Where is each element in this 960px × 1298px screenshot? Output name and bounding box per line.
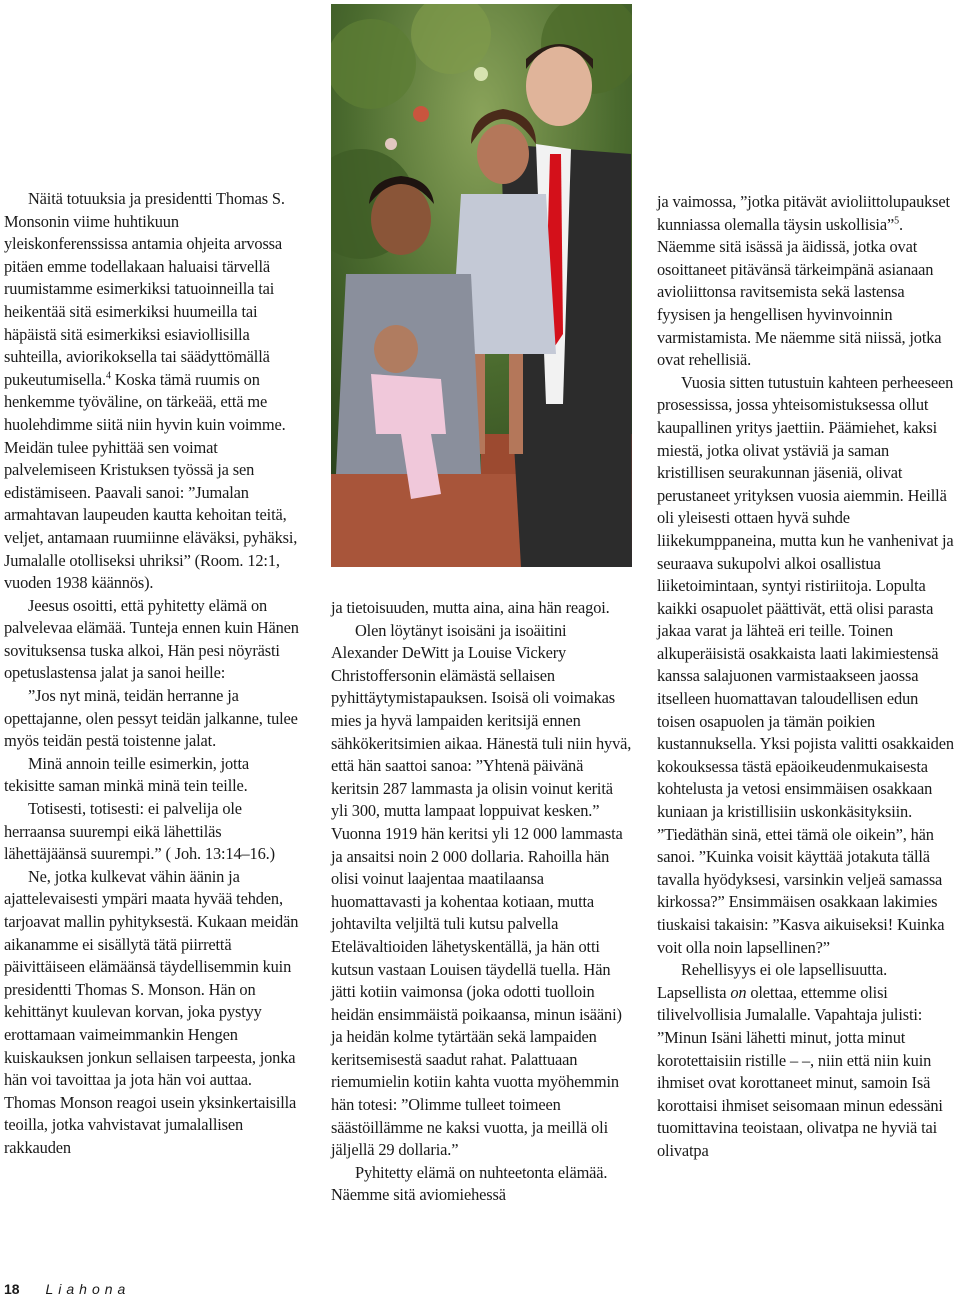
page-number: 18 bbox=[4, 1281, 20, 1297]
text-column-right bbox=[657, 191, 957, 1163]
paragraph-text: olettaa, ettemme olisi tilivelvollisia Jumalalle. Vapahtaja julisti: ”Minun Isäni lähetti minut, jotta minut korotettaisiin ristille – –, niin että niin kuin ihmiset ovat korottaneet minut, samoin Isä korottaisi ihmiset seisomaan minun edessäni tuomittavina teoistaan, olivatpa ne hyviä tai olivatpa bbox=[657, 982, 943, 1160]
magazine-name: Liahona bbox=[45, 1281, 131, 1297]
paragraph: Vuosia sitten tutustuin kahteen perheeseen prosessissa, jossa yhteisomistuksessa ollut kaupallinen yritys jaettiin. Päämiehet, kaksi miestä, jotka olivat ystäviä ja saman kristillisen seurakunnan jäseniä, olivat perustaneet yrityksen vuosia aiemmin. Heillä oli yleisesti ottaen hyvä suhde liikekumppaneina, mutta kun he vanhenivat ja seuraava sukupolvi alkoi osallistua liiketoimintaan, syntyi ristiriitoja. Lopulta kaikki osapuolet päättivät, että olisi parasta jakaa varat ja lähteä eri teille. Toinen alkuperäisistä osakkaista laati lakimiestensä kanssa salajuonen varmistaakseen jaossa itselleen huomattavan taloudellisen edun toisen osapuolen ja tämän poikien kustannuksella. Yksi pojista valitti osakkaiden kokouksessa tästä epäoikeudenmukaisesta kohtelusta ja vetosi ensimmäisen osakkaan kuniaan ja kristillisiin uskonkäsityksiin. ”Tiedäthän sinä, ettei tämä ole oikein”, hän sanoi. ”Kuinka voisit käyttää jotakuta tällä tavalla hyödyksesi, varsinkin veljeä samassa kirkossa?” Ensimmäisen osakkaan lakimies tiuskaisi takaisin: ”Kasva aikuiseksi! Kuinka voit olla noin lapsellinen?” bbox=[657, 372, 954, 957]
scripture-quote: Minä annoin teille esimerkin, jotta tekisitte saman minkä minä tein teille. bbox=[4, 753, 249, 796]
paragraph: ja tietoisuuden, mutta aina, aina hän reagoi. bbox=[331, 598, 610, 617]
paragraph: Olen löytänyt isoisäni ja isoäitini Alexander DeWitt ja Louise Vickery Christoffersonin elämästä sellaisen pyhittäytymistapauksen. Isoisä oli voimakas mies ja hyvä lampaiden keritsijä ennen sähkökeritsimien aikaa. Hänestä tuli niin hyvä, että hän saattoi sanoa: ”Yhtenä päivänä keritsin 287 lammasta ja olisin voinut keritä yli 300, mutta lampaat loppuivat kesken.” Vuonna 1919 hän keritsi yli 12 000 lammasta ja ansaitsi noin 2 000 dollaria. Rahoilla hän olisi voinut laajentaa maatilaansa huomattavasti ja kohentaa kotiaan, mutta johtavilta veljiltä tuli kutsu palvella Etelävaltioiden lähetyskentällä, ja hän otti kutsun vastaan Louisen täydellä tuella. Hän jätti kotiin vaimonsa (joka odotti tuolloin heidän ensimmäistä poikaansa, minun isääni) ja heidän kolme tytärtään sekä lampaiden keritsemisestä saadut rahat. Palattuaan riemumielin kotiin kahta vuotta myöhemmin hän totesi: ”Olimme tulleet toimeen säästöillämme ne kaksi vuotta, ja meillä oli jäljellä 29 dollaria.” bbox=[331, 620, 632, 1160]
paragraph: Ne, jotka kulkevat vähin äänin ja ajattelevaisesti ympäri maata hyvää tehden, tarjoavat mallin pyhityksestä. Kukaan meidän aikanamme ei sisällytä tätä piirrettä päivittäiseen elämäänsä täydellisemmin kuin presidentti Thomas S. Monson. Hän on kehittänyt kuulevan korvan, joka pystyy erottamaan vaimeimmankin Hengen kuiskauksen jonkun sellaisen tarpeesta, jonka hän voi tavoittaa ja jota hän voi auttaa. Thomas Monson reagoi usein yksinkertaisilla teoilla, jotka vahvistavat jumalallisen rakkauden bbox=[4, 866, 299, 1157]
paragraph-text: Näitä totuuksia ja presidentti Thomas S. Monsonin viime huhtikuun yleiskonferenssissa antamia ohjeita arvossa pitäen emme todellakaan haluaisi tärvellä ruumistamme esimerkiksi tatuoinneilla tai heikentää sitä esimerkiksi huumeilla tai häpäistä sitä esimerkiksi esiaviollisilla suhteilla, aviorikoksella tai säädyttömällä pukeutumisella. bbox=[4, 189, 285, 389]
paragraph: Pyhitetty elämä on nuhteetonta elämää. Näemme sitä aviomiehessä bbox=[331, 1162, 608, 1205]
paragraph-text: Koska tämä ruumis on henkemme työväline, on tärkeää, että me huolehdimme siitä niin hyvin kuin voimme. Meidän tulee pyhittää sen voimat palvelemiseen Kristuksen työssä ja sen edistämiseen. Paavali sanoi: ”Jumalan armahtavan laupeuden kautta kehoitan teitä, veljet, antamaan ruumiinne eläväksi, pyhäksi, Jumalalle otolliseksi uhriksi” (Room. 12:1, vuoden 1938 käännös). bbox=[4, 369, 298, 593]
scripture-quote: ”Jos nyt minä, teidän herranne ja opettajanne, olen pessyt teidän jalkanne, tulee myös teidän pestä toistenne jalat. bbox=[4, 686, 298, 751]
text-column-middle bbox=[331, 597, 633, 1207]
paragraph bbox=[657, 191, 957, 372]
paragraph: Jeesus osoitti, että pyhitetty elämä on palvelevaa elämää. Tunteja ennen kuin Hänen sovituksensa tuska alkoi, Hän pesi nöyrästi opetuslastensa jalat ja sanoi heille: bbox=[4, 595, 299, 683]
paragraph-text: . Näemme sitä isässä ja äidissä, jotka ovat osoittaneet pitävänsä tärkeimpänä asianaan avioliittonsa ravitsemista sekä lastensa fyysisen ja hengellisen hyvinvoinnin varmistamista. Me näemme sitä niissä, jotka ovat rehellisiä. bbox=[657, 214, 942, 370]
family-photo bbox=[331, 4, 632, 567]
scripture-quote: Totisesti, totisesti: ei palvelija ole herraansa suurempi eikä lähettiläs lähettäjäänsä suurempi.” ( Joh. 13:14–16.) bbox=[4, 799, 275, 864]
paragraph bbox=[657, 959, 957, 1162]
paragraph-text: Rehellisyys ei ole lapsellisuutta. Lapsellista bbox=[657, 960, 888, 1002]
paragraph bbox=[4, 188, 300, 595]
family-portrait-icon bbox=[331, 4, 632, 567]
emphasis-text: on bbox=[730, 982, 747, 1002]
footnote-ref[interactable]: 5 bbox=[894, 215, 899, 227]
page-footer bbox=[4, 1280, 130, 1298]
text-column-left bbox=[4, 188, 300, 1160]
paragraph-text: ja vaimossa, ”jotka pitävät avioliittolupaukset kunniassa olemalla täysin uskollisia” bbox=[657, 192, 950, 234]
footnote-ref[interactable]: 4 bbox=[106, 370, 111, 382]
